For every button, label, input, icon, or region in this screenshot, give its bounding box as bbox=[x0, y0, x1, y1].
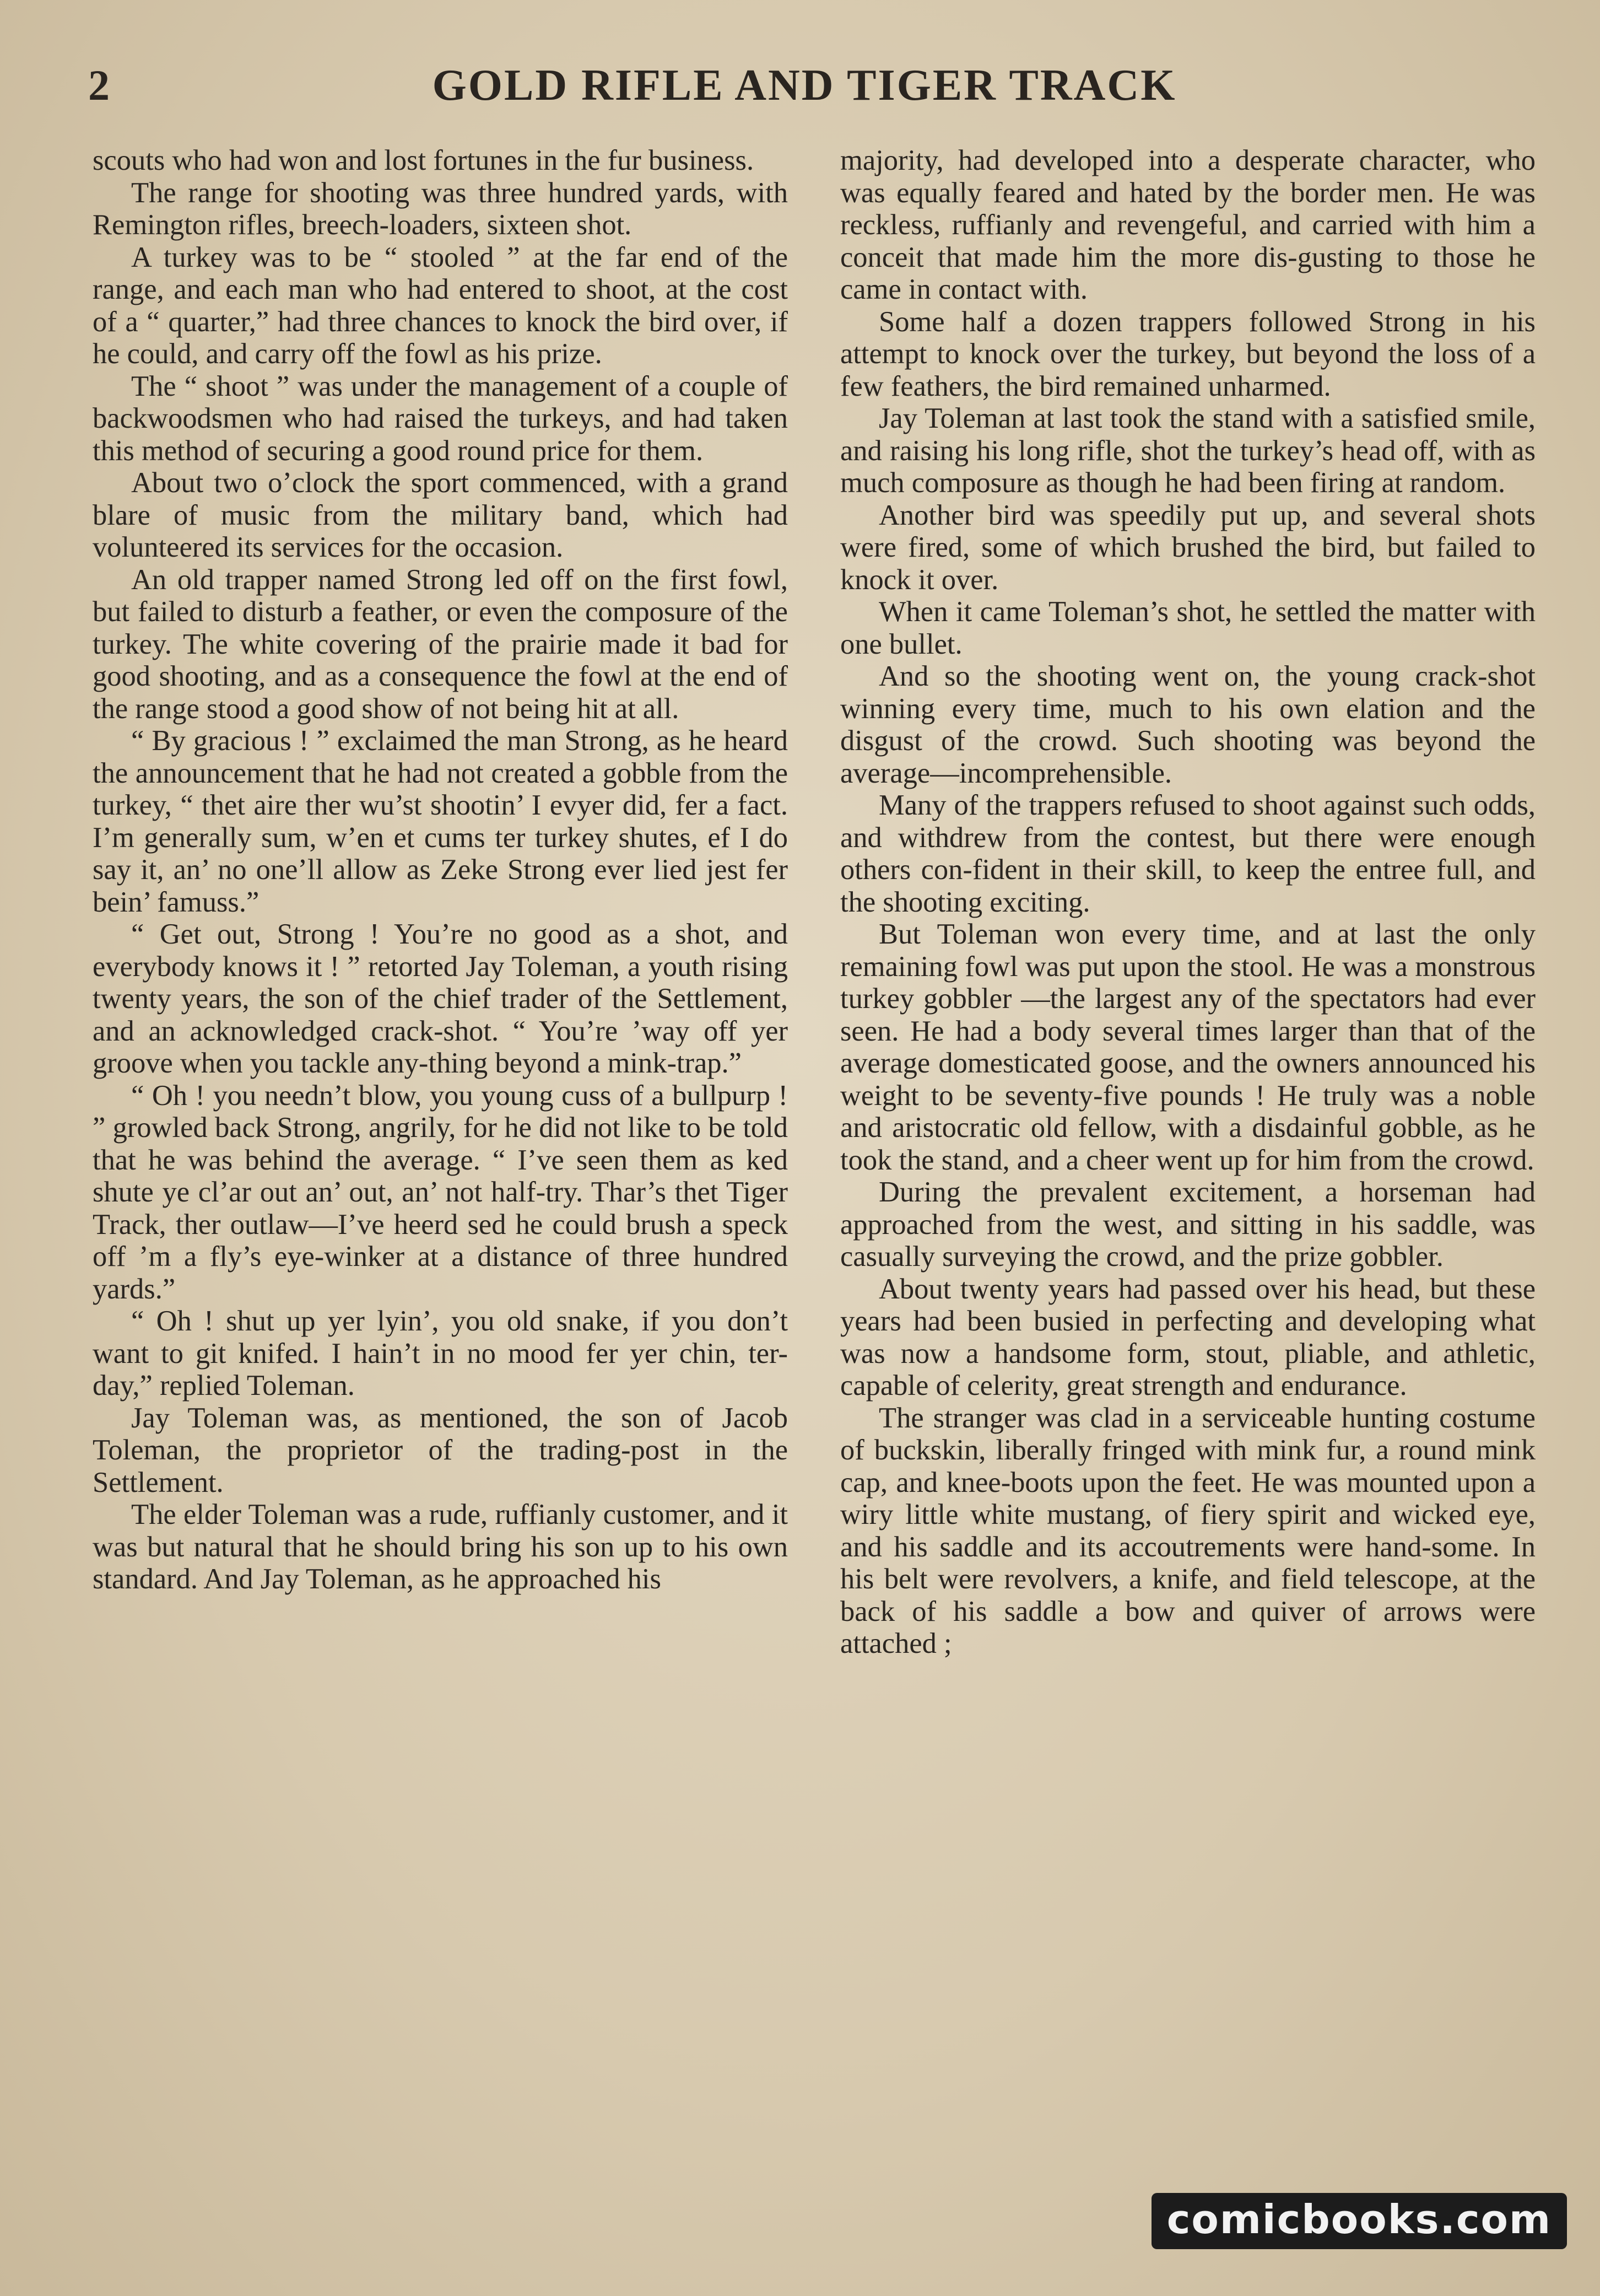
paragraph: An old trapper named Strong led off on the first fowl, but failed to disturb a feather, or even the composure of the turkey. The white covering of the prairie made it bad for good shooting, and as a consequence the fowl at the end of the range stood a good show of not being hit at all. bbox=[93, 563, 788, 725]
page-header bbox=[88, 52, 1521, 118]
paragraph: Jay Toleman at last took the stand with a satisfied smile, and raising his long rifle, shot the turkey’s head off, with as much composure as though he had been firing at random. bbox=[840, 402, 1536, 499]
right-text-column bbox=[840, 144, 1536, 1660]
paragraph: When it came Toleman’s shot, he settled the matter with one bullet. bbox=[840, 596, 1536, 660]
paragraph: Some half a dozen trappers followed Strong in his attempt to knock over the turkey, but beyond the loss of a few feathers, the bird remained unharmed. bbox=[840, 305, 1536, 402]
paragraph: During the prevalent excitement, a horseman had approached from the west, and sitting in his saddle, was casually surveying the crowd, and the prize gobbler. bbox=[840, 1176, 1536, 1273]
paragraph: A turkey was to be “ stooled ” at the far end of the range, and each man who had entered to shoot, at the cost of a “ quarter,” had three chances to knock the bird over, if he could, and carry off the fowl as his prize. bbox=[93, 241, 788, 370]
paragraph: Many of the trappers refused to shoot against such odds, and withdrew from the contest, but there were enough others con-fident in their skill, to keep the entree full, and the shooting exciting. bbox=[840, 789, 1536, 918]
page-number: 2 bbox=[88, 61, 110, 109]
paragraph: “ Get out, Strong ! You’re no good as a shot, and everybody knows it ! ” retorted Jay Toleman, a youth rising twenty years, the son of the chief trader of the Settlement, and an acknowledged crack-shot. “ You’re ’way off yer groove when you tackle any-thing beyond a mink-trap.” bbox=[93, 918, 788, 1079]
paragraph: “ Oh ! shut up yer lyin’, you old snake, if you don’t want to git knifed. I hain’t in no mood fer yer chin, ter-day,” replied Toleman. bbox=[93, 1305, 788, 1402]
running-title: GOLD RIFLE AND TIGER TRACK bbox=[432, 61, 1177, 110]
paragraph: But Toleman won every time, and at last the only remaining fowl was put upon the stool. He was a monstrous turkey gobbler —the largest any of the spectators had ever seen. He had a body several times larger than that of the average domesticated goose, and the owners announced his weight to be seventy-five pounds ! He truly was a noble and aristocratic old fellow, with a disdainful gobble, as he took the stand, and a cheer went up for him from the crowd. bbox=[840, 918, 1536, 1176]
paragraph: And so the shooting went on, the young crack-shot winning every time, much to his own elation and the disgust of the crowd. Such shooting was beyond the average—incomprehensible. bbox=[840, 660, 1536, 789]
paragraph: About two o’clock the sport commenced, with a grand blare of music from the military band, which had volunteered its services for the occasion. bbox=[93, 467, 788, 563]
paragraph: scouts who had won and lost fortunes in the fur business. bbox=[93, 144, 754, 176]
paragraph: The “ shoot ” was under the management of a couple of backwoodsmen who had raised the turkeys, and had taken this method of securing a good round price for them. bbox=[93, 370, 788, 467]
paragraph: majority, had developed into a desperate character, who was equally feared and hated by the border men. He was reckless, ruffianly and revengeful, and carried with him a conceit that made him the more dis-gusting to those he came in contact with. bbox=[840, 144, 1536, 305]
paragraph: About twenty years had passed over his head, but these years had been busied in perfecting and developing what was now a handsome form, stout, pliable, and athletic, capable of celerity, great strength and endurance. bbox=[840, 1273, 1536, 1402]
paragraph: Jay Toleman was, as mentioned, the son of Jacob Toleman, the proprietor of the trading-post in the Settlement. bbox=[93, 1402, 788, 1499]
paragraph: “ Oh ! you needn’t blow, you young cuss of a bullpurp ! ” growled back Strong, angrily, for he did not like to be told that he was behind the average. “ I’ve seen them as ked shute ye cl’ar out an’ out, an’ not half-try. Thar’s thet Tiger Track, ther outlaw—I’ve heerd sed he could brush a speck off ’m a fly’s eye-winker at a distance of three hundred yards.” bbox=[93, 1079, 788, 1305]
paragraph: Another bird was speedily put up, and several shots were fired, some of which brushed the bird, but failed to knock it over. bbox=[840, 499, 1536, 596]
paragraph: The stranger was clad in a serviceable hunting costume of buckskin, liberally fringed with mink fur, a round mink cap, and knee-boots upon the feet. He was mounted upon a wiry little white mustang, of fiery spirit and wicked eye, and his saddle and its accoutrements were hand-some. In his belt were revolvers, a knife, and field telescope, at the back of his saddle a bow and quiver of arrows were attached ; bbox=[840, 1402, 1536, 1659]
paragraph: “ By gracious ! ” exclaimed the man Strong, as he heard the announcement that he had not created a gobble from the turkey, “ thet aire ther wu’st shootin’ I evyer did, fer a fact. I’m generally sum, w’en et cums ter turkey shutes, ef I do say it, an’ no one’ll allow as Zeke Strong ever lied jest fer bein’ famuss.” bbox=[93, 725, 788, 918]
left-text-column bbox=[93, 144, 788, 1596]
watermark-logo: comicbooks.com bbox=[1152, 2193, 1567, 2249]
paragraph: The elder Toleman was a rude, ruffianly customer, and it was but natural that he should bring his son up to his own standard. And Jay Toleman, as he approached his bbox=[93, 1499, 788, 1595]
paragraph: The range for shooting was three hundred yards, with Remington rifles, breech-loaders, sixteen shot. bbox=[93, 176, 788, 241]
